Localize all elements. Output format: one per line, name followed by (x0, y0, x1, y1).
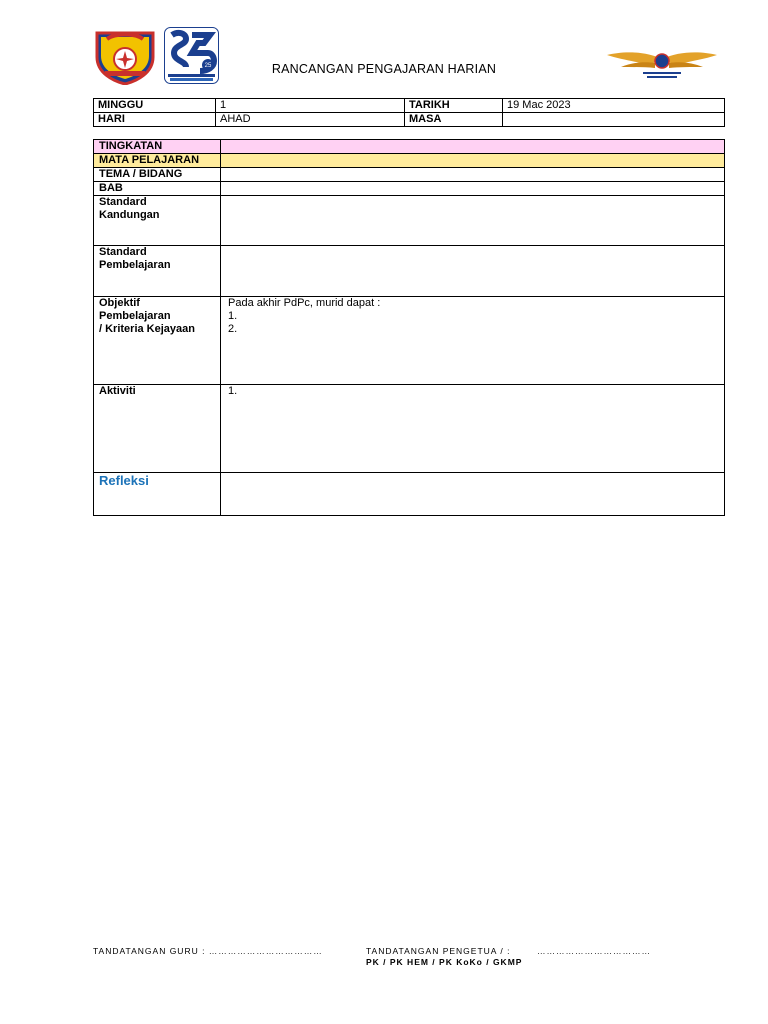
minggu-value[interactable]: 1 (216, 99, 405, 113)
tema-label: TEMA / BIDANG (94, 168, 221, 182)
bab-value[interactable] (221, 182, 725, 196)
minggu-label: MINGGU (94, 99, 216, 113)
masa-label: MASA (405, 113, 503, 127)
tingkatan-value[interactable] (221, 140, 725, 154)
tingkatan-label: TINGKATAN (94, 140, 221, 154)
aktiviti-value[interactable] (221, 385, 725, 473)
mata-pelajaran-label: MATA PELAJARAN (94, 154, 221, 168)
info-row-minggu (94, 99, 725, 113)
masa-value[interactable] (503, 113, 725, 127)
standard-kandungan-label-line2: Kandungan (99, 209, 160, 221)
row-tema (94, 168, 725, 182)
standard-kandungan-value[interactable] (221, 196, 725, 246)
objektif-label-line1: Objektif (99, 297, 140, 309)
row-tingkatan (94, 140, 725, 154)
row-standard-pembelajaran (94, 246, 725, 297)
principal-signature-dots: ……………………………… (537, 946, 651, 956)
svg-text:25: 25 (204, 63, 212, 69)
objektif-intro: Pada akhir PdPc, murid dapat : (228, 297, 381, 309)
standard-kandungan-label (94, 196, 221, 246)
aktiviti-label: Aktiviti (94, 385, 221, 473)
hari-label: HARI (94, 113, 216, 127)
standard-kandungan-label-line1: Standard (99, 196, 147, 208)
school-crest-logo (93, 29, 157, 85)
standard-pembelajaran-label (94, 246, 221, 297)
bab-label: BAB (94, 182, 221, 196)
info-row-hari (94, 113, 725, 127)
row-aktiviti (94, 385, 725, 473)
row-mata-pelajaran (94, 154, 725, 168)
objektif-label-line3: / Kriteria Kejayaan (99, 323, 195, 335)
principal-signature-label: TANDATANGAN PENGETUA / : (366, 946, 511, 956)
objektif-label-line2: Pembelajaran (99, 310, 171, 322)
signature-roles: PK / PK HEM / PK KoKo / GKMP (366, 957, 523, 967)
row-refleksi (94, 473, 725, 516)
objektif-item-2: 2. (228, 323, 238, 335)
tarikh-label: TARIKH (405, 99, 503, 113)
aktiviti-item-1: 1. (228, 385, 238, 397)
info-table (93, 98, 725, 127)
standard-pembelajaran-label-line1: Standard (99, 246, 147, 258)
hari-value[interactable]: AHAD (216, 113, 405, 127)
row-bab (94, 182, 725, 196)
tema-value[interactable] (221, 168, 725, 182)
refleksi-label: Refleksi (94, 473, 221, 516)
objektif-value[interactable] (221, 297, 725, 385)
document-title: RANCANGAN PENGAJARAN HARIAN (271, 62, 497, 76)
row-standard-kandungan (94, 196, 725, 246)
standard-pembelajaran-label-line2: Pembelajaran (99, 259, 171, 271)
standard-pembelajaran-value[interactable] (221, 246, 725, 297)
mata-pelajaran-value[interactable] (221, 154, 725, 168)
row-objektif (94, 297, 725, 385)
objektif-item-1: 1. (228, 310, 238, 322)
objektif-label (94, 297, 221, 385)
lesson-plan-table (93, 139, 725, 516)
refleksi-value[interactable] (221, 473, 725, 516)
teacher-signature-line: TANDATANGAN GURU : ……………………………… (93, 946, 323, 956)
tarikh-value[interactable]: 19 Mac 2023 (503, 99, 725, 113)
